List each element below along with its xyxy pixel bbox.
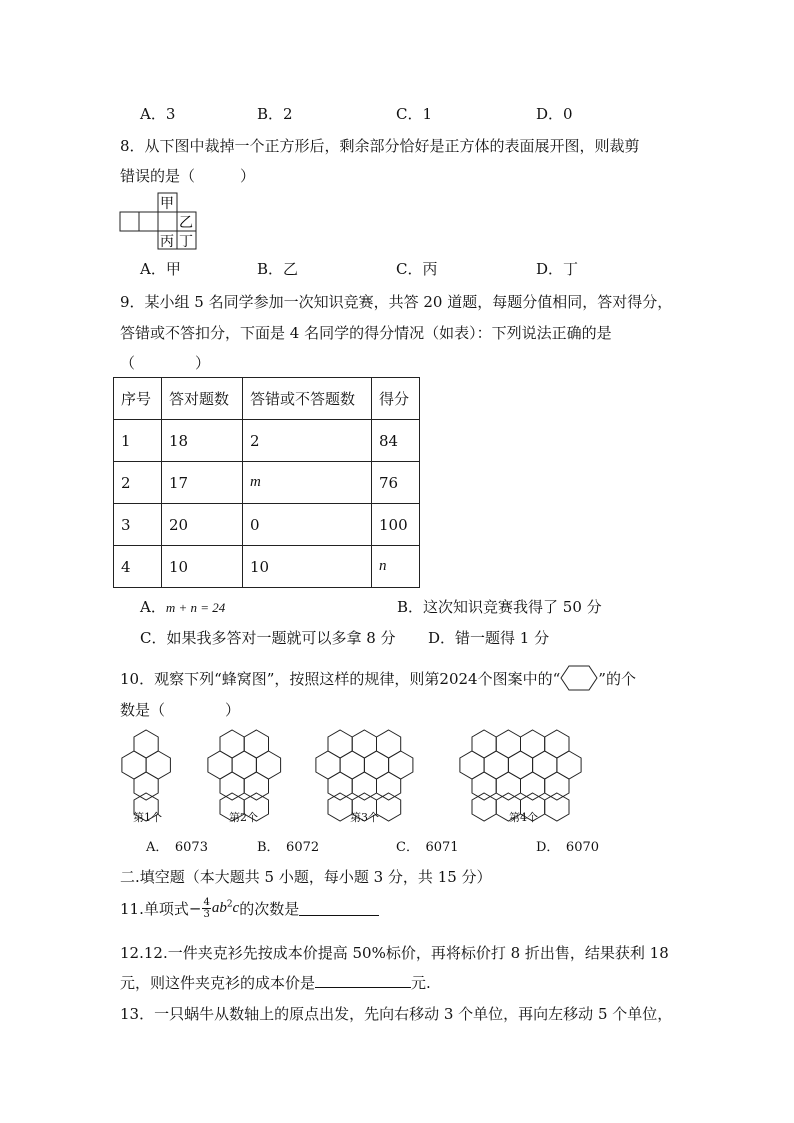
honeycomb-hexagon bbox=[146, 751, 170, 779]
table-header: 得分 bbox=[372, 378, 420, 420]
cell-yi: 乙 bbox=[179, 215, 193, 231]
honeycomb-hexagon bbox=[472, 793, 496, 821]
honeycomb-hexagon bbox=[460, 751, 484, 779]
table-cell: 10 bbox=[162, 546, 243, 588]
q11-answer-blank[interactable] bbox=[299, 901, 379, 916]
table-cell: 2 bbox=[114, 462, 162, 504]
honeycomb-hexagon bbox=[316, 751, 340, 779]
honeycomb-hexagon bbox=[377, 772, 401, 800]
honeycomb-hexagon bbox=[545, 772, 569, 800]
q8-option-d: D．丁 bbox=[536, 260, 579, 278]
honeycomb-hexagon bbox=[508, 751, 532, 779]
q9-option-c: C．如果我多答对一题就可以多拿 8 分 bbox=[140, 629, 396, 647]
q9-option-a-label: A． bbox=[140, 598, 166, 616]
honeycomb-hexagon bbox=[134, 730, 158, 758]
q11-minus: − bbox=[188, 899, 202, 918]
table-cell: 17 bbox=[162, 462, 243, 504]
honeycomb-hexagon bbox=[134, 772, 158, 800]
table-header-row bbox=[114, 378, 420, 420]
table-cell: 10 bbox=[243, 546, 372, 588]
q12-text-line2 bbox=[120, 972, 431, 993]
q11-text bbox=[120, 897, 379, 927]
q9-option-a-expr: m + n = 24 bbox=[165, 600, 226, 615]
table-cell: 0 bbox=[243, 504, 372, 546]
honeycomb-hexagon bbox=[545, 793, 569, 821]
q7-option-b: B．2 bbox=[257, 105, 293, 123]
table-cell: m bbox=[243, 462, 372, 504]
q11-fraction bbox=[202, 897, 210, 920]
table-cell: n bbox=[372, 546, 420, 588]
honeycomb-hexagon bbox=[472, 730, 496, 758]
honeycomb-hexagon bbox=[220, 730, 244, 758]
q11-term2: c bbox=[232, 900, 240, 916]
q10-option-d: D． 6070 bbox=[536, 840, 600, 855]
honeycomb-hexagon bbox=[340, 751, 364, 779]
cube-net-figure bbox=[119, 192, 199, 250]
cell-jia: 甲 bbox=[160, 196, 174, 212]
q10-option-a: A． 6073 bbox=[146, 840, 208, 855]
honeycomb-hexagon bbox=[496, 772, 520, 800]
q12-text-line2-a: 元，则这件夹克衫的成本价是 bbox=[120, 974, 316, 992]
honeycomb-hexagon bbox=[472, 772, 496, 800]
honeycomb-hexagon bbox=[220, 772, 244, 800]
table-row bbox=[114, 462, 420, 504]
honeycomb-hexagon bbox=[521, 730, 545, 758]
table-header: 答对题数 bbox=[162, 378, 243, 420]
table-cell: 84 bbox=[372, 420, 420, 462]
q9-answer-paren: （ ） bbox=[120, 354, 211, 372]
honeycomb-hexagon bbox=[484, 751, 508, 779]
table-cell: 76 bbox=[372, 462, 420, 504]
table-cell: 3 bbox=[114, 504, 162, 546]
figure-caption-1: 第1个 bbox=[133, 811, 162, 824]
honeycomb-hexagon bbox=[364, 751, 388, 779]
table-row bbox=[114, 546, 420, 588]
score-table bbox=[113, 377, 420, 588]
honeycomb-hexagon bbox=[389, 751, 413, 779]
q13-text-line1: 13．一只蜗牛从数轴上的原点出发，先向右移动 3 个单位，再向左移动 5 个单位， bbox=[120, 1005, 673, 1023]
table-row bbox=[114, 504, 420, 546]
honeycomb-hexagon bbox=[545, 730, 569, 758]
honeycomb-hexagon bbox=[256, 751, 280, 779]
q9-text-line2: 答错或不答扣分，下面是 4 名同学的得分情况（如表）：下列说法正确的是 bbox=[120, 324, 612, 342]
q8-option-a: A．甲 bbox=[140, 260, 181, 278]
q7-option-d: D．0 bbox=[536, 105, 573, 123]
q11-denominator: 3 bbox=[203, 909, 210, 920]
honeycomb-hexagon bbox=[557, 751, 581, 779]
table-cell: 20 bbox=[162, 504, 243, 546]
table-cell: 1 bbox=[114, 420, 162, 462]
honeycomb-hexagon bbox=[352, 772, 376, 800]
section-heading: 二.填空题（本大题共 5 小题，每小题 3 分，共 15 分） bbox=[120, 868, 492, 886]
table-cell: 4 bbox=[114, 546, 162, 588]
honeycomb-hexagon bbox=[533, 751, 557, 779]
q11-suffix: 的次数是 bbox=[239, 900, 300, 918]
honeycomb-hexagon bbox=[377, 793, 401, 821]
honeycomb-hexagon bbox=[328, 730, 352, 758]
honeycomb-hexagon bbox=[244, 730, 268, 758]
q10-text-line2: 数是（ ） bbox=[120, 701, 241, 719]
q7-option-a: A．3 bbox=[140, 105, 176, 123]
q11-term: ab bbox=[211, 900, 227, 916]
q8-option-c: C．丙 bbox=[396, 260, 438, 278]
q9-option-a bbox=[140, 596, 225, 617]
figure-caption-2: 第2个 bbox=[229, 811, 258, 824]
table-cell: 100 bbox=[372, 504, 420, 546]
hexagon-icon bbox=[560, 665, 598, 691]
q11-prefix: 11.单项式 bbox=[120, 900, 189, 918]
q12-text-line1: 12.12.一件夹克衫先按成本价提高 50%标价，再将标价打 8 折出售，结果获利 18 bbox=[120, 944, 669, 962]
q9-text-line1: 9．某小组 5 名同学参加一次知识竞赛，共答 20 道题，每题分值相同，答对得分， bbox=[120, 293, 673, 311]
honeycomb-hexagon bbox=[521, 772, 545, 800]
table-header: 序号 bbox=[114, 378, 162, 420]
honeycomb-hexagon bbox=[208, 751, 232, 779]
honeycomb-hexagon bbox=[352, 730, 376, 758]
honeycomb-hexagon bbox=[232, 751, 256, 779]
table-cell: 18 bbox=[162, 420, 243, 462]
table-row bbox=[114, 420, 420, 462]
q10-text-line1 bbox=[120, 665, 636, 691]
q12-answer-blank[interactable] bbox=[315, 973, 411, 988]
honeycomb-hexagon bbox=[328, 793, 352, 821]
q11-numerator: 4 bbox=[203, 897, 210, 908]
q8-option-b: B．乙 bbox=[257, 260, 299, 278]
q9-option-d: D．错一题得 1 分 bbox=[428, 629, 550, 647]
table-header: 答错或不答题数 bbox=[243, 378, 372, 420]
q10-option-b: B． 6072 bbox=[257, 840, 320, 855]
honeycomb-hexagon bbox=[377, 730, 401, 758]
q10-text-line1-b: ”的个 bbox=[598, 670, 636, 688]
cell-bing: 丙 bbox=[160, 234, 174, 250]
table-cell: 2 bbox=[243, 420, 372, 462]
honeycomb-hexagon bbox=[496, 730, 520, 758]
q9-option-b: B．这次知识竞赛我得了 50 分 bbox=[397, 598, 602, 616]
cell-ding: 丁 bbox=[179, 234, 193, 250]
q12-text-line2-b: 元. bbox=[411, 974, 431, 992]
q10-option-c: C． 6071 bbox=[396, 840, 459, 855]
q10-text-line1-a: 10．观察下列“蜂窝图”，按照这样的规律，则第2024个图案中的“ bbox=[120, 670, 561, 688]
figure-caption-3: 第3个 bbox=[350, 811, 379, 824]
figure-caption-4: 第4个 bbox=[509, 811, 538, 824]
q8-text-line1: 8．从下图中裁掉一个正方形后，剩余部分恰好是正方体的表面展开图，则裁剪 bbox=[120, 137, 640, 155]
honeycomb-hexagon bbox=[122, 751, 146, 779]
q7-option-c: C．1 bbox=[396, 105, 433, 123]
q8-text-line2: 错误的是（ ） bbox=[120, 167, 256, 185]
q11-exponent: 2 bbox=[226, 899, 233, 910]
honeycomb-hexagon bbox=[328, 772, 352, 800]
honeycomb-hexagon bbox=[244, 772, 268, 800]
